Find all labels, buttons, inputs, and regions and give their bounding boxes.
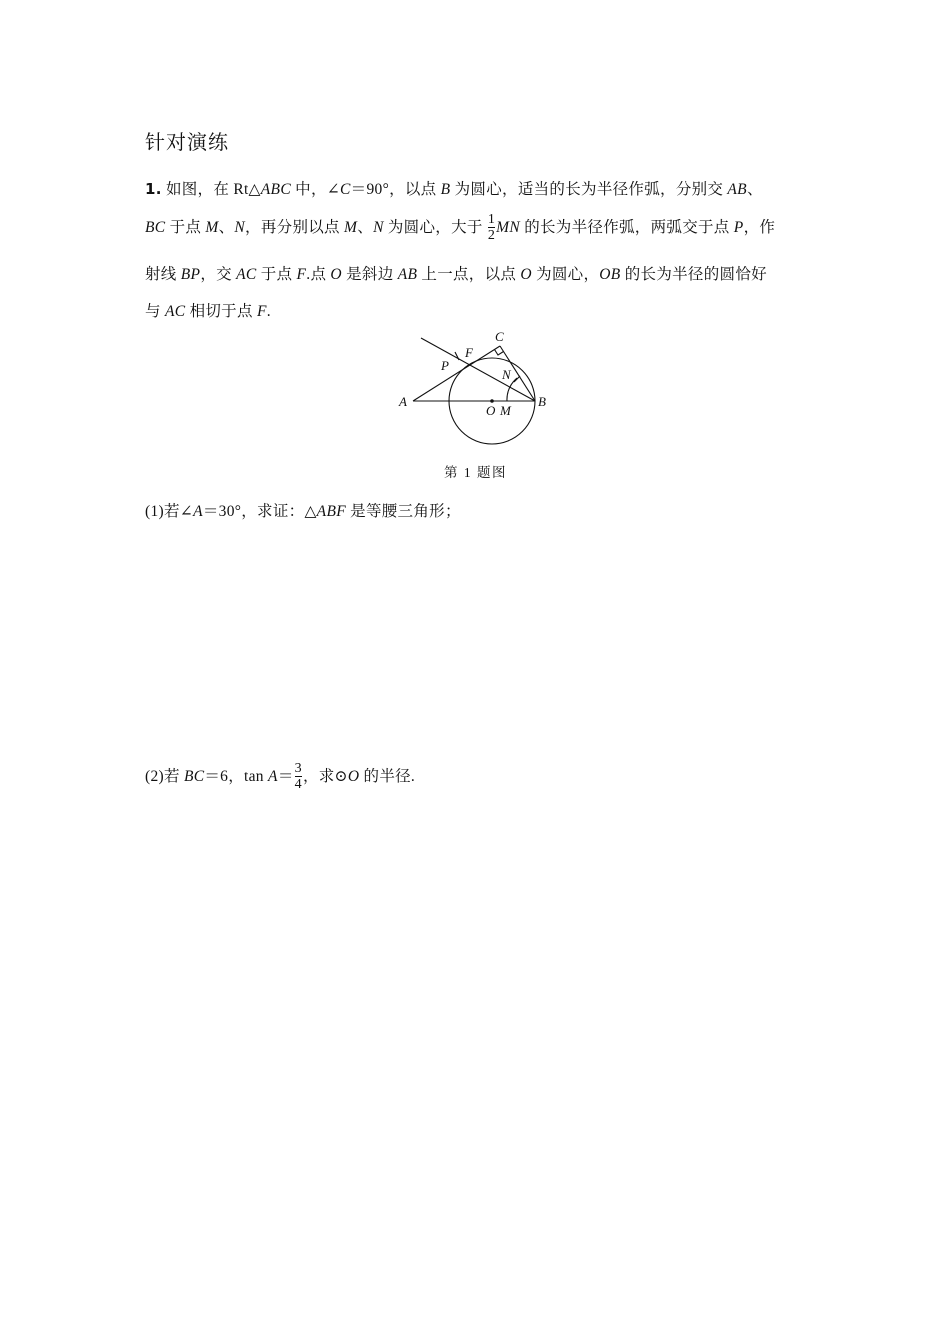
var: F [296, 266, 307, 283]
var: A [193, 503, 203, 520]
fraction-one-half [488, 212, 495, 243]
label-A: A [399, 394, 407, 409]
text: 于点 [165, 219, 206, 237]
text: .点 [306, 266, 331, 283]
text: ，再分别以点 [245, 219, 345, 237]
text: 为圆心， [531, 266, 600, 283]
question-2 [145, 762, 415, 793]
problem-number: 1. [145, 180, 162, 198]
var: MN [496, 219, 521, 237]
text: ＝6，tan [204, 768, 269, 786]
label-N: N [502, 367, 511, 382]
problem-line-3 [145, 262, 767, 284]
text: 是斜边 [341, 266, 398, 283]
var: BC [183, 768, 205, 786]
text: 的长为半径的圆恰好 [620, 266, 767, 283]
text: (2)若 [145, 768, 184, 786]
text: 于点 [256, 266, 297, 283]
arc-tick-P [455, 352, 459, 360]
question-1 [145, 499, 461, 521]
text: 射线 [145, 266, 181, 283]
text: 为圆心，大于 [383, 219, 487, 237]
var: M [205, 219, 219, 237]
label-C: C [495, 329, 504, 344]
label-B: B [538, 394, 546, 409]
var: C [340, 181, 351, 198]
var: A [268, 768, 278, 786]
ray-BP [421, 338, 535, 401]
text: ，作 [743, 219, 776, 237]
text: ，求⊙ [302, 768, 348, 786]
label-P: P [441, 358, 449, 373]
var: F [256, 303, 267, 320]
text: ＝30°，求证：△ [202, 503, 317, 520]
text: 与 [145, 303, 165, 320]
text: ，交 [200, 266, 237, 283]
var: BC [145, 219, 166, 237]
var: AC [236, 266, 257, 283]
section-title: 针对演练 [145, 130, 229, 154]
var: OB [599, 266, 621, 283]
var: O [520, 266, 532, 283]
problem-line-1 [145, 177, 763, 199]
denominator: 2 [487, 228, 496, 243]
fraction-three-quarters [295, 761, 302, 792]
geometry-figure [390, 325, 570, 455]
var: P [733, 219, 744, 237]
label-O: O [486, 403, 496, 418]
text: ＝90°，以点 [350, 181, 441, 198]
text: 如图，在 Rt△ [165, 181, 261, 198]
var: N [234, 219, 246, 237]
text: 、 [218, 219, 235, 237]
denominator: 4 [294, 777, 302, 792]
var: BP [180, 266, 201, 283]
var: M [344, 219, 358, 237]
text: 为圆心，适当的长为半径作弧，分别交 [450, 181, 728, 198]
var: B [440, 181, 451, 198]
text: 、 [357, 219, 374, 237]
text: 的半径. [359, 768, 416, 786]
var: AB [727, 181, 747, 198]
text: 是等腰三角形； [345, 503, 461, 520]
var: O [330, 266, 342, 283]
var: ABC [260, 181, 291, 198]
text: 、 [746, 181, 763, 198]
label-M: M [500, 403, 511, 418]
problem-line-4 [145, 299, 271, 321]
text: ＝ [277, 768, 294, 786]
text: 上一点，以点 [417, 266, 521, 283]
var: ABF [316, 503, 346, 520]
var: AB [397, 266, 418, 283]
problem-line-2 [145, 213, 775, 244]
var: O [347, 768, 360, 786]
figure-caption: 第 1 题图 [444, 465, 507, 480]
var: N [373, 219, 384, 237]
text: (1)若∠ [145, 503, 194, 520]
text: 中，∠ [290, 181, 341, 198]
text: 的长为半径作弧，两弧交于点 [520, 219, 734, 237]
numerator: 3 [294, 761, 302, 776]
figure-svg [390, 325, 570, 455]
numerator: 1 [487, 212, 496, 227]
var: AC [164, 303, 186, 320]
arc-tick-N [514, 376, 520, 382]
text: . [266, 303, 271, 320]
label-F: F [465, 345, 473, 360]
text: 相切于点 [185, 303, 257, 320]
